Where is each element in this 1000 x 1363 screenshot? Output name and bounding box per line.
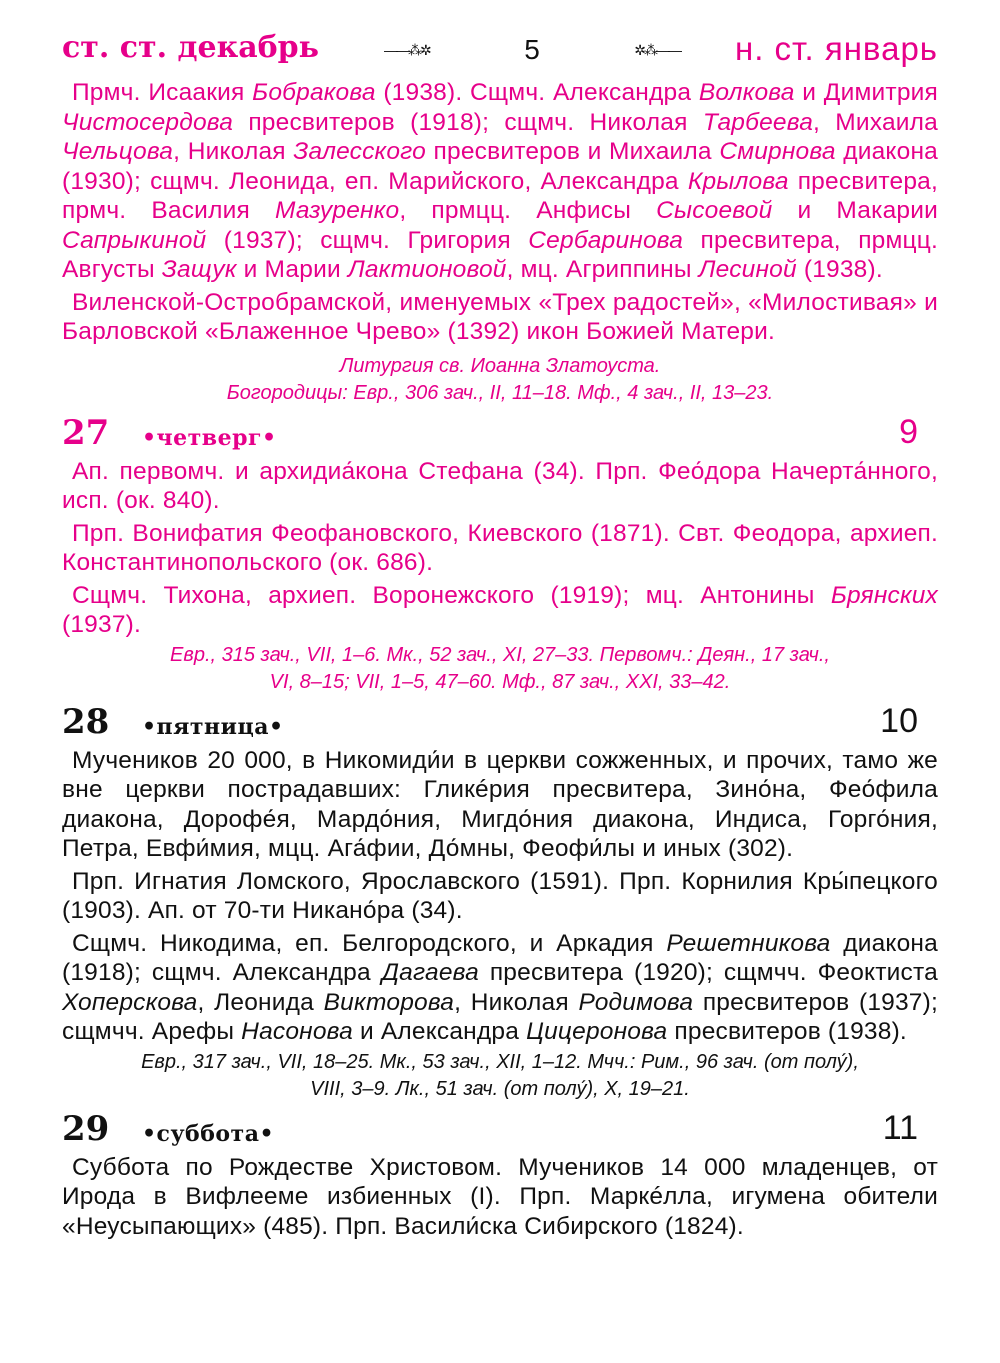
surname-italic: Тарбеева: [702, 108, 814, 136]
icons-paragraph: Виленской-Остробрамской, именуемых «Трех радостей», «Милостивая» и Барловской «Блаженное Чрево» (1392) икон Божией Матери.: [62, 288, 938, 345]
surname-italic: Викторова: [323, 988, 455, 1016]
reading-line: Евр., 317 зач., VII, 18–25. Мк., 53 зач., XII, 1–12. Мчч.: Рим., 96 зач. (от полу́),: [141, 1050, 859, 1073]
old-style-date: 27: [62, 412, 110, 453]
reading-line: VIII, 3–9. Лк., 51 зач. (от полу́), X, 19–21.: [310, 1077, 690, 1100]
surname-italic: Лесиной: [698, 256, 797, 283]
weekday-label: •суббота•: [142, 1120, 275, 1147]
surname-italic: Лактионовой: [347, 256, 507, 283]
surname-italic: Сапрыкиной: [62, 226, 207, 254]
page-header: [62, 30, 938, 80]
old-style-month-label: ст. ст. декабрь: [62, 30, 320, 65]
surname-italic: Дагаева: [381, 959, 479, 986]
surname-italic: Залесского: [293, 138, 426, 165]
ornament-right-icon: ✲⁂——: [634, 42, 680, 58]
commemoration-paragraph: Прп. Вонифатия Феофановского, Киевского (1871). Свт. Феодора, архиеп. Константинопольского (ок. 686).: [62, 519, 938, 576]
weekday-label: •четверг•: [142, 424, 277, 451]
surname-italic: Защук: [161, 256, 237, 283]
weekday-label: •пятница•: [142, 713, 284, 740]
commemoration-paragraph: Мучеников 20 000, в Никомиди́и в церкви сожженных, и прочих, тамо же вне церкви пострадавших: Гликéрия пресвитера, Зино́на, Фео́фила диакона, Дорофе́я, Мардо́ния, Мигдо́ния диакона, Индиса, Горго́ния, Петра, Евфи́мия, мцц. Ага́фии, До́мны, Феофи́лы и иных (302).: [62, 746, 938, 862]
reading-line: Богородицы: Евр., 306 зач., II, 11–18. Мф., 4 зач., II, 13–23.: [226, 381, 774, 404]
surname-italic: Мазуренко: [274, 197, 400, 224]
old-style-date: 28: [62, 701, 110, 742]
surname-italic: Крылова: [687, 167, 789, 195]
day-header-27: [62, 413, 938, 457]
surname-italic: Хоперскова: [62, 988, 198, 1016]
page-number: 5: [524, 34, 540, 65]
surname-italic: Смирнова: [719, 138, 836, 165]
new-style-date: 10: [880, 701, 918, 740]
old-style-date: 29: [62, 1108, 110, 1149]
new-style-month-label: н. ст. январь: [734, 30, 938, 67]
page-number-block: [384, 34, 680, 70]
surname-italic: Родимова: [578, 988, 694, 1016]
surname-italic: Насонова: [241, 1018, 353, 1045]
commemoration-paragraph: Прмч. Исаакия Бобракова (1938). Сщмч. Александра Волкова и Димитрия Чистосердова пресвитеров (1918); сщмч. Николая Тарбеева, Михаила Чельцова, Николая Залесского пресвитеров и Михаила Смирнова диакона (1930); сщмч. Леонида, еп. Марийского, Александра Крылова пресвитера, прмч. Василия Мазуренко, прмцц. Анфисы Сысоевой и Макарии Сапрыкиной (1937); сщмч. Григория Сербаринова пресвитера, прмцц. Августы Защук и Марии Лактионовой, мц. Агриппины Лесиной (1938).: [62, 79, 939, 283]
reading-line: VI, 8–15; VII, 1–5, 47–60. Мф., 87 зач., XXI, 33–42.: [269, 670, 731, 693]
commemoration-paragraph: Прп. Игнатия Ломского, Ярославского (1591). Прп. Корнилия Кры́пецкого (1903). Ап. от 70-ти Никано́ра (34).: [62, 867, 938, 924]
page-content: [62, 78, 938, 1241]
day-header-28: [62, 702, 938, 746]
surname-italic: Чельцова: [62, 138, 174, 165]
surname-italic: Брянских: [830, 581, 938, 609]
reading-line: Евр., 315 зач., VII, 1–6. Мк., 52 зач., XI, 27–33. Первомч.: Деян., 17 зач.,: [170, 643, 830, 666]
surname-italic: Решетникова: [666, 929, 831, 957]
reading-line: Литургия св. Иоанна Златоуста.: [339, 354, 661, 377]
surname-italic: Сербаринова: [528, 226, 684, 254]
surname-italic: Цицеронова: [526, 1018, 668, 1045]
commemoration-paragraph: Сщмч. Никодима, еп. Белгородского, и Аркадия Решетникова диакона (1918); сщмч. Александра Дагаева пресвитера (1920); сщмчч. Феоктиста Хоперскова, Леонида Викторова, Николая Родимова пресвитеров (1937); сщмчч. Арефы Насонова и Александра Цицеронова пресвитеров (1938).: [62, 929, 938, 1045]
commemoration-paragraph: Ап. первомч. и архидиа́кона Стефана (34). Прп. Фео́дора Начерта́нного, исп. (ок. 840).: [62, 457, 938, 514]
commemoration-paragraph: Сщмч. Тихона, архиеп. Воронежского (1919); мц. Антонины Брянских (1937).: [62, 581, 938, 638]
surname-italic: Сысоевой: [656, 197, 773, 224]
surname-italic: Чистосердова: [62, 108, 234, 136]
day-header-29: [62, 1109, 938, 1153]
new-style-date: 9: [899, 412, 918, 451]
ornament-left-icon: ——⁂✲: [384, 42, 430, 58]
new-style-date: 11: [882, 1108, 918, 1147]
surname-italic: Бобракова: [252, 79, 376, 106]
surname-italic: Волкова: [698, 79, 795, 106]
commemoration-paragraph: Суббота по Рождестве Христовом. Мучеников 14 000 младенцев, от Ирода в Вифлееме избиенных (I). Прп. Маркéлла, игумена обители «Неусыпающих» (485). Прп. Васили́ска Сибирского (1824).: [62, 1153, 938, 1240]
